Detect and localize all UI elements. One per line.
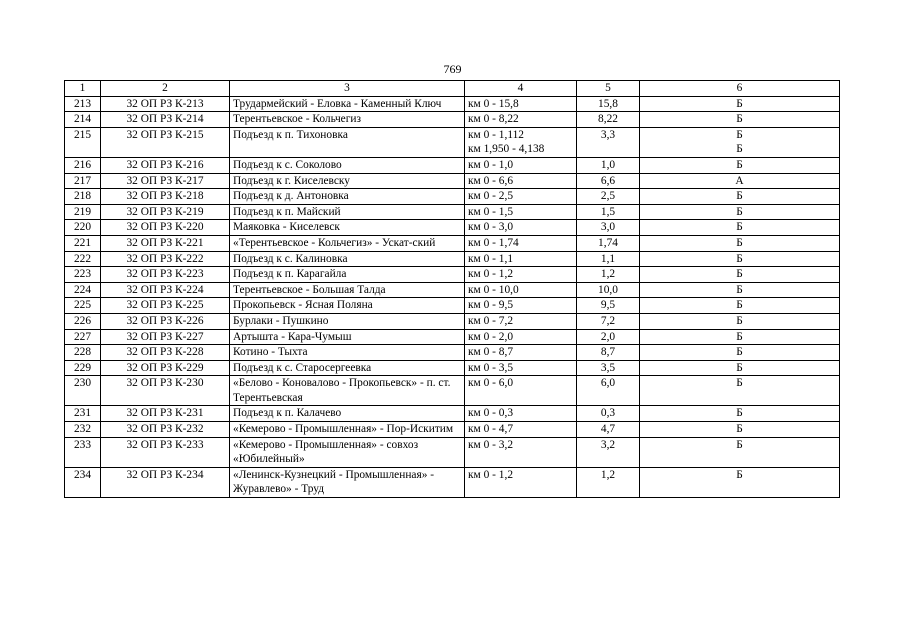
table-row (65, 282, 840, 298)
row-number-cell: 213 (65, 96, 101, 112)
category-cell (640, 204, 840, 220)
km-range-cell (465, 329, 577, 345)
category-cell-line: А (735, 174, 744, 187)
table-body (65, 81, 840, 498)
road-name-cell: Терентьевское - Кольчегиз (230, 112, 465, 128)
row-number-cell: 224 (65, 282, 101, 298)
page-number: 769 (443, 62, 462, 76)
length-cell: 4,7 (577, 422, 640, 438)
km-range-cell-line: км 0 - 1,2 (468, 468, 514, 481)
km-range-cell (465, 360, 577, 376)
road-id-cell: 32 ОП РЗ К-227 (101, 329, 230, 345)
category-cell-line: Б (736, 438, 743, 451)
header-cell: 2 (101, 81, 230, 97)
table-row (65, 251, 840, 267)
road-id-cell: 32 ОП РЗ К-214 (101, 112, 230, 128)
category-cell (640, 267, 840, 283)
category-cell-line: Б (736, 283, 743, 296)
category-cell (640, 96, 840, 112)
category-cell-line: Б (736, 190, 743, 203)
length-cell: 2,0 (577, 329, 640, 345)
category-cell-line: Б (736, 158, 743, 171)
table-row (65, 376, 840, 406)
km-range-cell-line: км 0 - 1,112 (468, 128, 524, 141)
road-id-cell: 32 ОП РЗ К-219 (101, 204, 230, 220)
km-range-cell-line: км 0 - 0,3 (468, 407, 514, 420)
row-number-cell: 217 (65, 173, 101, 189)
category-cell-line: Б (736, 361, 743, 374)
table-row (65, 267, 840, 283)
category-cell (640, 422, 840, 438)
category-cell-line: Б (736, 236, 743, 249)
km-range-cell (465, 204, 577, 220)
category-cell-line: Б (736, 113, 743, 126)
road-name-cell: Подъезд к п. Майский (230, 204, 465, 220)
category-cell (640, 406, 840, 422)
length-cell: 3,2 (577, 437, 640, 467)
length-cell: 3,0 (577, 220, 640, 236)
km-range-cell-line: км 0 - 15,8 (468, 97, 519, 110)
row-number-cell: 233 (65, 437, 101, 467)
category-cell-line: Б (736, 377, 743, 390)
road-name-cell: Бурлаки - Пушкино (230, 313, 465, 329)
category-cell-line: Б (736, 97, 743, 110)
km-range-cell (465, 235, 577, 251)
row-number-cell: 216 (65, 157, 101, 173)
category-cell-line: Б (736, 346, 743, 359)
length-cell: 6,6 (577, 173, 640, 189)
road-id-cell: 32 ОП РЗ К-230 (101, 376, 230, 406)
category-cell (640, 235, 840, 251)
category-cell (640, 360, 840, 376)
km-range-cell (465, 282, 577, 298)
km-range-cell-line: км 0 - 4,7 (468, 423, 514, 436)
category-cell (640, 112, 840, 128)
table-row (65, 127, 840, 157)
km-range-cell (465, 173, 577, 189)
km-range-cell (465, 267, 577, 283)
road-name-cell: «Кемерово - Промышленная» - совхоз «Юбилейный» (230, 437, 465, 467)
category-cell-line: Б (736, 423, 743, 436)
category-cell-line: Б (736, 221, 743, 234)
km-range-cell-line: км 0 - 2,0 (468, 330, 514, 343)
table-row (65, 204, 840, 220)
table-header-row (65, 81, 840, 97)
km-range-cell-line: км 1,950 - 4,138 (468, 143, 545, 156)
km-range-cell-line: км 0 - 1,0 (468, 158, 514, 171)
length-cell: 3,3 (577, 127, 640, 157)
road-id-cell: 32 ОП РЗ К-215 (101, 127, 230, 157)
category-cell (640, 157, 840, 173)
road-name-cell: «Терентьевское - Кольчегиз» - Ускат-ский (230, 235, 465, 251)
category-cell (640, 376, 840, 406)
road-id-cell: 32 ОП РЗ К-216 (101, 157, 230, 173)
length-cell: 8,22 (577, 112, 640, 128)
table-row (65, 235, 840, 251)
road-name-cell: Подъезд к д. Антоновка (230, 189, 465, 205)
km-range-cell-line: км 0 - 8,22 (468, 113, 519, 126)
road-id-cell: 32 ОП РЗ К-225 (101, 298, 230, 314)
category-cell-line: Б (736, 314, 743, 327)
row-number-cell: 234 (65, 467, 101, 497)
table-row (65, 220, 840, 236)
table-row (65, 157, 840, 173)
length-cell: 1,1 (577, 251, 640, 267)
category-cell-line: Б (736, 252, 743, 265)
row-number-cell: 232 (65, 422, 101, 438)
roads-table (64, 80, 840, 498)
category-cell (640, 329, 840, 345)
km-range-cell-line: км 0 - 2,5 (468, 190, 514, 203)
header-cell: 4 (465, 81, 577, 97)
row-number-cell: 215 (65, 127, 101, 157)
km-range-cell (465, 127, 577, 157)
km-range-cell (465, 189, 577, 205)
row-number-cell: 229 (65, 360, 101, 376)
table-row (65, 298, 840, 314)
road-name-cell: Подъезд к с. Соколово (230, 157, 465, 173)
category-cell (640, 345, 840, 361)
category-cell-line: Б (736, 205, 743, 218)
category-cell (640, 189, 840, 205)
row-number-cell: 230 (65, 376, 101, 406)
km-range-cell-line: км 0 - 3,2 (468, 438, 514, 451)
length-cell: 1,2 (577, 267, 640, 283)
table-row (65, 96, 840, 112)
length-cell: 15,8 (577, 96, 640, 112)
category-cell-line: Б (736, 468, 743, 481)
km-range-cell (465, 376, 577, 406)
category-cell (640, 298, 840, 314)
road-id-cell: 32 ОП РЗ К-213 (101, 96, 230, 112)
km-range-cell-line: км 0 - 6,0 (468, 377, 514, 390)
category-cell (640, 313, 840, 329)
length-cell: 7,2 (577, 313, 640, 329)
table-row (65, 112, 840, 128)
row-number-cell: 220 (65, 220, 101, 236)
km-range-cell (465, 422, 577, 438)
table-row (65, 360, 840, 376)
road-name-cell: «Кемерово - Промышленная» - Пор-Искитим (230, 422, 465, 438)
table-row (65, 173, 840, 189)
km-range-cell-line: км 0 - 3,5 (468, 361, 514, 374)
road-name-cell: «Белово - Коновалово - Прокопьевск» - п. ст. Терентьевская (230, 376, 465, 406)
road-id-cell: 32 ОП РЗ К-226 (101, 313, 230, 329)
road-id-cell: 32 ОП РЗ К-229 (101, 360, 230, 376)
km-range-cell (465, 313, 577, 329)
road-name-cell: Подъезд к с. Калиновка (230, 251, 465, 267)
table-row (65, 329, 840, 345)
road-name-cell: Подъезд к п. Калачево (230, 406, 465, 422)
road-id-cell: 32 ОП РЗ К-222 (101, 251, 230, 267)
row-number-cell: 223 (65, 267, 101, 283)
length-cell: 3,5 (577, 360, 640, 376)
km-range-cell (465, 220, 577, 236)
road-name-cell: Трудармейский - Еловка - Каменный Ключ (230, 96, 465, 112)
km-range-cell (465, 157, 577, 173)
table-row (65, 406, 840, 422)
road-id-cell: 32 ОП РЗ К-223 (101, 267, 230, 283)
road-id-cell: 32 ОП РЗ К-217 (101, 173, 230, 189)
km-range-cell (465, 96, 577, 112)
length-cell: 8,7 (577, 345, 640, 361)
road-id-cell: 32 ОП РЗ К-228 (101, 345, 230, 361)
length-cell: 1,0 (577, 157, 640, 173)
category-cell-line: Б (736, 143, 743, 156)
table-row (65, 189, 840, 205)
km-range-cell (465, 467, 577, 497)
length-cell: 2,5 (577, 189, 640, 205)
category-cell (640, 173, 840, 189)
row-number-cell: 228 (65, 345, 101, 361)
road-id-cell: 32 ОП РЗ К-233 (101, 437, 230, 467)
km-range-cell (465, 298, 577, 314)
category-cell-line: Б (736, 128, 743, 141)
km-range-cell-line: км 0 - 3,0 (468, 221, 514, 234)
km-range-cell-line: км 0 - 6,6 (468, 174, 514, 187)
road-name-cell: Подъезд к п. Тихоновка (230, 127, 465, 157)
length-cell: 10,0 (577, 282, 640, 298)
km-range-cell-line: км 0 - 1,5 (468, 205, 514, 218)
km-range-cell-line: км 0 - 8,7 (468, 346, 514, 359)
header-cell: 1 (65, 81, 101, 97)
row-number-cell: 222 (65, 251, 101, 267)
category-cell-line: Б (736, 268, 743, 281)
length-cell: 9,5 (577, 298, 640, 314)
length-cell: 1,2 (577, 467, 640, 497)
header-cell: 6 (640, 81, 840, 97)
category-cell (640, 437, 840, 467)
category-cell-line: Б (736, 407, 743, 420)
km-range-cell-line: км 0 - 1,2 (468, 268, 514, 281)
row-number-cell: 219 (65, 204, 101, 220)
road-id-cell: 32 ОП РЗ К-218 (101, 189, 230, 205)
km-range-cell-line: км 0 - 1,74 (468, 236, 519, 249)
road-name-cell: Подъезд к г. Киселевску (230, 173, 465, 189)
road-name-cell: Подъезд к п. Карагайла (230, 267, 465, 283)
row-number-cell: 226 (65, 313, 101, 329)
category-cell (640, 282, 840, 298)
road-name-cell: «Ленинск-Кузнецкий - Промышленная» - Журавлево» - Труд (230, 467, 465, 497)
road-name-cell: Котино - Тыхта (230, 345, 465, 361)
road-name-cell: Терентьевское - Большая Талда (230, 282, 465, 298)
category-cell-line: Б (736, 330, 743, 343)
length-cell: 1,5 (577, 204, 640, 220)
row-number-cell: 221 (65, 235, 101, 251)
category-cell (640, 127, 840, 157)
row-number-cell: 225 (65, 298, 101, 314)
table-row (65, 345, 840, 361)
length-cell: 6,0 (577, 376, 640, 406)
category-cell-line: Б (736, 299, 743, 312)
header-cell: 3 (230, 81, 465, 97)
road-name-cell: Артышта - Кара-Чумыш (230, 329, 465, 345)
km-range-cell (465, 112, 577, 128)
road-id-cell: 32 ОП РЗ К-234 (101, 467, 230, 497)
category-cell (640, 467, 840, 497)
km-range-cell-line: км 0 - 10,0 (468, 283, 519, 296)
table-row (65, 467, 840, 497)
km-range-cell-line: км 0 - 9,5 (468, 299, 514, 312)
row-number-cell: 231 (65, 406, 101, 422)
header-cell: 5 (577, 81, 640, 97)
road-name-cell: Подъезд к с. Старосергеевка (230, 360, 465, 376)
km-range-cell (465, 345, 577, 361)
km-range-cell (465, 251, 577, 267)
km-range-cell (465, 437, 577, 467)
road-name-cell: Маяковка - Киселевск (230, 220, 465, 236)
table-row (65, 422, 840, 438)
road-id-cell: 32 ОП РЗ К-224 (101, 282, 230, 298)
row-number-cell: 214 (65, 112, 101, 128)
length-cell: 1,74 (577, 235, 640, 251)
road-name-cell: Прокопьевск - Ясная Поляна (230, 298, 465, 314)
road-id-cell: 32 ОП РЗ К-221 (101, 235, 230, 251)
row-number-cell: 227 (65, 329, 101, 345)
category-cell (640, 220, 840, 236)
category-cell (640, 251, 840, 267)
km-range-cell-line: км 0 - 1,1 (468, 252, 514, 265)
table-row (65, 437, 840, 467)
km-range-cell (465, 406, 577, 422)
road-id-cell: 32 ОП РЗ К-220 (101, 220, 230, 236)
row-number-cell: 218 (65, 189, 101, 205)
km-range-cell-line: км 0 - 7,2 (468, 314, 514, 327)
road-id-cell: 32 ОП РЗ К-232 (101, 422, 230, 438)
road-id-cell: 32 ОП РЗ К-231 (101, 406, 230, 422)
table-row (65, 313, 840, 329)
length-cell: 0,3 (577, 406, 640, 422)
